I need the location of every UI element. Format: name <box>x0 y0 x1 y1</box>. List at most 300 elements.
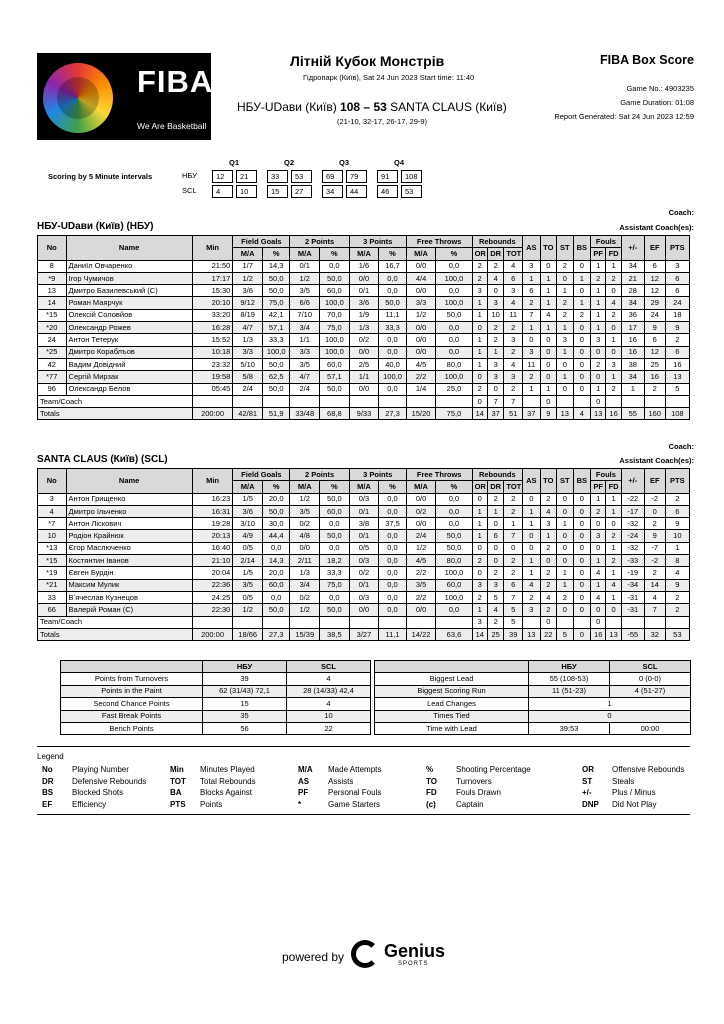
cell: 34 <box>621 260 644 272</box>
cell <box>606 395 621 407</box>
interval-cell: 53 <box>401 185 422 198</box>
cell: 0,0 <box>320 518 350 530</box>
col-subheader-or: OR <box>472 248 487 260</box>
cell: 0/5 <box>233 542 263 554</box>
summary-cell: 35 <box>203 710 287 722</box>
legend-desc: Shooting Percentage <box>456 765 531 774</box>
cell: 1 <box>540 285 556 297</box>
interval-cell: 33 <box>267 170 288 183</box>
col-subheader-pct: % <box>379 248 406 260</box>
cell: 38,5 <box>320 628 350 640</box>
cell: 0,0 <box>436 518 472 530</box>
cell: 0 <box>573 346 591 358</box>
cell: 3 <box>523 260 541 272</box>
col-header-no: No <box>38 236 67 261</box>
interval-cell: 53 <box>291 170 312 183</box>
cell: 200:00 <box>192 628 233 640</box>
cell: 14 <box>644 579 665 591</box>
cell: 0 <box>557 358 573 370</box>
cell: 20,0 <box>262 493 289 505</box>
summary-cell: 62 (31/43) 72,1 <box>203 685 287 697</box>
cell: 3/6 <box>349 297 379 309</box>
cell: 50,0 <box>262 383 289 395</box>
cell: 75,0 <box>320 322 350 334</box>
cell: 12 <box>644 285 665 297</box>
team2-coach-label: Coach: <box>668 442 694 451</box>
cell: 2 <box>665 591 689 603</box>
cell: 1 <box>523 505 541 517</box>
summary-row <box>375 698 691 710</box>
col-subheader-tot: TOT <box>504 481 523 493</box>
interval-cell: 69 <box>322 170 343 183</box>
player-row <box>38 358 690 370</box>
cell: 1 <box>487 505 503 517</box>
cell: 6 <box>504 579 523 591</box>
cell: 12 <box>644 346 665 358</box>
cell: 0/5 <box>349 542 379 554</box>
cell: 62,5 <box>262 371 289 383</box>
cell: 1 <box>591 260 606 272</box>
interval-q4: Q4 <box>394 158 405 167</box>
cell: 2 <box>487 334 503 346</box>
cell: 2/4 <box>406 530 436 542</box>
cell: 1 <box>504 518 523 530</box>
cell <box>573 395 591 407</box>
cell: 4/5 <box>406 358 436 370</box>
cell: 3 <box>591 334 606 346</box>
cell: Олексій Соловйов <box>66 309 192 321</box>
cell: 1 <box>591 383 606 395</box>
legend-desc: Blocks Against <box>200 788 253 797</box>
legend-item <box>42 777 146 786</box>
legend-item <box>42 800 106 809</box>
cell <box>406 616 436 628</box>
cell: 3 <box>557 334 573 346</box>
away-team-name: SANTA CLAUS (Київ) <box>390 100 507 114</box>
cell: 108 <box>665 408 689 420</box>
legend-desc: Offensive Rebounds <box>612 765 685 774</box>
cell: 2/2 <box>406 371 436 383</box>
logo-tagline: We Are Basketball <box>137 121 207 131</box>
cell: 1/5 <box>233 567 263 579</box>
summary-row <box>61 710 371 722</box>
cell: 2 <box>487 493 503 505</box>
team1-coach-label: Coach: <box>668 208 694 217</box>
cell: 0,0 <box>379 604 406 616</box>
cell: 0 <box>591 346 606 358</box>
col-subheader-pct: % <box>320 248 350 260</box>
cell: 0 <box>606 518 621 530</box>
cell: Антон Тетерук <box>66 334 192 346</box>
cell: 6 <box>665 285 689 297</box>
cell: 0 <box>523 542 541 554</box>
legend-desc: Made Attempts <box>328 765 382 774</box>
cell: 0,0 <box>320 260 350 272</box>
legend-desc: Personal Fouls <box>328 788 382 797</box>
cell: 4 <box>38 505 67 517</box>
cell: 0/1 <box>349 530 379 542</box>
cell: 16,7 <box>379 260 406 272</box>
summary-row <box>375 722 691 734</box>
game-number: Game No.: 4903235 <box>626 84 694 93</box>
cell <box>665 616 689 628</box>
interval-cell: 108 <box>401 170 422 183</box>
powered-by-text: powered by <box>282 950 345 964</box>
cell: 50,0 <box>320 272 350 284</box>
legend-abbr: No <box>42 765 53 774</box>
cell: Євген Бурдін <box>66 567 192 579</box>
summary-cell: Time with Lead <box>375 722 529 734</box>
doc-title: FIBA Box Score <box>599 53 694 67</box>
legend-desc: Captain <box>456 799 484 809</box>
player-row <box>38 555 690 567</box>
col-header-pm: +/- <box>621 469 644 494</box>
cell: 160 <box>644 408 665 420</box>
legend-item <box>42 788 123 797</box>
interval-q1: Q1 <box>229 158 240 167</box>
cell: -19 <box>621 567 644 579</box>
summary-header-cell <box>375 661 529 673</box>
cell: 57,1 <box>320 371 350 383</box>
cell: 60,0 <box>320 358 350 370</box>
cell: 2 <box>487 616 503 628</box>
cell: 75,0 <box>262 297 289 309</box>
player-row <box>38 493 690 505</box>
cell: 0/0 <box>406 346 436 358</box>
col-header-as: AS <box>523 236 541 261</box>
cell <box>573 616 591 628</box>
cell <box>262 395 289 407</box>
legend-item <box>170 788 252 797</box>
cell: 1 <box>540 322 556 334</box>
cell: 9 <box>665 322 689 334</box>
cell: 3/4 <box>290 579 320 591</box>
cell: 20:10 <box>192 297 233 309</box>
legend-abbr: BA <box>170 788 182 797</box>
cell: -32 <box>621 542 644 554</box>
cell: 0,0 <box>320 591 350 603</box>
cell: 7 <box>487 395 503 407</box>
cell: 2 <box>540 542 556 554</box>
cell: 3/4 <box>290 322 320 334</box>
summary-header-cell: SCL <box>287 661 371 673</box>
summary-cell: 15 <box>203 698 287 710</box>
cell: -2 <box>644 493 665 505</box>
col-subheader-ma: M/A <box>233 248 263 260</box>
legend-desc: Assists <box>328 776 354 786</box>
cell: 2 <box>504 322 523 334</box>
cell: -32 <box>621 518 644 530</box>
summary-cell: Bench Points <box>61 722 203 734</box>
interval-q3: Q3 <box>339 158 350 167</box>
interval-cell: 15 <box>267 185 288 198</box>
cell: 0,0 <box>379 383 406 395</box>
match-score-line <box>237 100 507 114</box>
col-header-to: TO <box>540 236 556 261</box>
cell: 3/3 <box>290 346 320 358</box>
summary-row <box>61 673 371 685</box>
player-row <box>38 604 690 616</box>
cell: -17 <box>621 505 644 517</box>
cell: 2 <box>591 358 606 370</box>
player-row <box>38 309 690 321</box>
cell <box>436 395 472 407</box>
cell: 3 <box>472 285 487 297</box>
cell: 2 <box>504 567 523 579</box>
cell: 1 <box>472 358 487 370</box>
col-header-to: TO <box>540 469 556 494</box>
summary-cell: 4 <box>287 698 371 710</box>
cell: -2 <box>644 555 665 567</box>
cell: Олександр Рожев <box>66 322 192 334</box>
cell: 3 <box>472 616 487 628</box>
cell: 8 <box>38 260 67 272</box>
logo-text: FIBA <box>137 64 214 99</box>
cell: 0,0 <box>379 285 406 297</box>
cell: 2 <box>606 272 621 284</box>
cell: 2 <box>472 591 487 603</box>
cell: Олександр Белов <box>66 383 192 395</box>
col-header-ef: EF <box>644 236 665 261</box>
cell: 3/5 <box>290 505 320 517</box>
cell: *9 <box>38 272 67 284</box>
cell: -7 <box>644 542 665 554</box>
cell: 16 <box>591 628 606 640</box>
summary-row <box>375 710 691 722</box>
cell: 0 <box>591 616 606 628</box>
cell: 0,0 <box>379 579 406 591</box>
cell: 2 <box>644 518 665 530</box>
summary-header-row <box>375 661 691 673</box>
cell: 0 <box>591 395 606 407</box>
venue-line: Гідропарк (Київ), Sat 24 Jun 2023 Start time: 11:40 <box>303 73 475 82</box>
interval-cell: 27 <box>291 185 312 198</box>
cell: *7 <box>38 518 67 530</box>
cell: 0/3 <box>349 493 379 505</box>
cell: 0/3 <box>349 555 379 567</box>
cell: 6 <box>665 272 689 284</box>
cell: 24 <box>665 297 689 309</box>
genius-logo-icon <box>351 940 379 968</box>
cell: 1 <box>606 567 621 579</box>
cell <box>192 395 233 407</box>
col-subheader-pct: % <box>379 481 406 493</box>
cell <box>665 395 689 407</box>
cell: 1/2 <box>233 604 263 616</box>
cell: 6 <box>504 272 523 284</box>
cell: 1 <box>487 346 503 358</box>
cell: 29 <box>644 297 665 309</box>
col-subheader-ma: M/A <box>290 481 320 493</box>
legend-abbr: DNP <box>582 799 599 809</box>
cell: 50,0 <box>262 285 289 297</box>
cell: 0,0 <box>379 591 406 603</box>
cell: 2 <box>557 297 573 309</box>
summary-cell: Points in the Paint <box>61 685 203 697</box>
cell: 33,3 <box>320 567 350 579</box>
summary-cell: Second Chance Points <box>61 698 203 710</box>
cell: 1/4 <box>406 383 436 395</box>
cell <box>621 395 644 407</box>
cell: 0 <box>472 493 487 505</box>
cell: 75,0 <box>320 579 350 591</box>
cell: 1 <box>523 322 541 334</box>
cell <box>192 616 233 628</box>
cell: 1 <box>540 530 556 542</box>
cell: 1/2 <box>290 604 320 616</box>
cell: 13 <box>557 408 573 420</box>
player-row <box>38 591 690 603</box>
cell: 3 <box>487 579 503 591</box>
cell: Роман Маярчук <box>66 297 192 309</box>
cell: 4 <box>540 591 556 603</box>
cell: 5 <box>665 383 689 395</box>
cell: 60,0 <box>262 579 289 591</box>
legend-bottom-divider <box>37 814 690 815</box>
cell <box>320 395 350 407</box>
legend-item <box>426 788 501 797</box>
cell: 75,0 <box>436 408 472 420</box>
cell: 6 <box>644 260 665 272</box>
cell: 0 <box>573 518 591 530</box>
cell: 0 <box>573 567 591 579</box>
col-subheader-pct: % <box>262 481 289 493</box>
interval-cell: 10 <box>236 185 257 198</box>
cell: 3/10 <box>233 518 263 530</box>
cell: 1 <box>573 297 591 309</box>
summary-header-cell: SCL <box>610 661 691 673</box>
cell: 24:25 <box>192 591 233 603</box>
summary-cell: Biggest Lead <box>375 673 529 685</box>
cell: 50,0 <box>262 272 289 284</box>
cell: 4/7 <box>290 371 320 383</box>
cell: 63,6 <box>436 628 472 640</box>
cell: 0 <box>606 322 621 334</box>
col-subheader-ma: M/A <box>349 481 379 493</box>
cell: *21 <box>38 579 67 591</box>
cell: 21:10 <box>192 555 233 567</box>
legend-item <box>170 765 255 774</box>
cell: 33,3 <box>262 334 289 346</box>
cell: 0 <box>573 260 591 272</box>
cell: 50,0 <box>262 358 289 370</box>
col-header-ef: EF <box>644 469 665 494</box>
cell: Даниїл Овчаренко <box>66 260 192 272</box>
cell: 3/5 <box>290 358 320 370</box>
cell: 2/11 <box>290 555 320 567</box>
col-subheader-dr: DR <box>487 248 503 260</box>
summary-cell: 4 <box>287 673 371 685</box>
summary-cell: 39:53 <box>529 722 610 734</box>
cell: 15:30 <box>192 285 233 297</box>
cell: Антон Грищенко <box>66 493 192 505</box>
cell: 42,1 <box>262 309 289 321</box>
cell <box>406 395 436 407</box>
cell: 20:13 <box>192 530 233 542</box>
cell: 4 <box>606 297 621 309</box>
genius-brand-sub: SPORTS <box>398 961 429 967</box>
cell: 32 <box>644 628 665 640</box>
cell: 3/5 <box>406 579 436 591</box>
cell: 42/81 <box>233 408 263 420</box>
player-row <box>38 371 690 383</box>
cell: 16 <box>621 334 644 346</box>
cell: 2 <box>606 530 621 542</box>
cell: 0,0 <box>320 542 350 554</box>
cell: *25 <box>38 346 67 358</box>
cell: 1 <box>472 518 487 530</box>
cell: 0/2 <box>349 334 379 346</box>
legend-title: Legend <box>37 752 64 761</box>
cell: 0 <box>573 555 591 567</box>
cell: 3 <box>665 260 689 272</box>
cell: 0,0 <box>262 591 289 603</box>
cell <box>523 395 541 407</box>
cell: 0 <box>573 493 591 505</box>
cell: 0 <box>591 371 606 383</box>
legend-item <box>298 800 380 809</box>
cell <box>379 395 406 407</box>
cell: 0 <box>540 346 556 358</box>
cell: 2/14 <box>233 555 263 567</box>
cell: 0 <box>573 505 591 517</box>
cell: 1 <box>523 383 541 395</box>
cell: 13 <box>38 285 67 297</box>
cell: Костянтин Іванов <box>66 555 192 567</box>
cell: 25 <box>487 628 503 640</box>
col-subheader-pct: % <box>436 248 472 260</box>
cell: 100,0 <box>436 272 472 284</box>
cell: 1 <box>523 518 541 530</box>
interval-cell: 46 <box>377 185 398 198</box>
cell: 2 <box>487 260 503 272</box>
col-header-st: ST <box>557 469 573 494</box>
col-subheader-ma: M/A <box>406 248 436 260</box>
cell: 11,1 <box>379 628 406 640</box>
cell: 1 <box>540 383 556 395</box>
cell: 0 <box>472 322 487 334</box>
cell <box>290 616 320 628</box>
summary-cell: 11 (51-23) <box>529 685 610 697</box>
home-team-name: НБУ-UDави (Київ) <box>237 100 337 114</box>
cell: 1 <box>621 383 644 395</box>
cell: 1 <box>472 309 487 321</box>
cell: 0/0 <box>406 334 436 346</box>
cell: 13 <box>523 628 541 640</box>
col-subheader-fd: FD <box>606 481 621 493</box>
cell: 37,5 <box>379 518 406 530</box>
cell: 1 <box>591 297 606 309</box>
legend-abbr: AS <box>298 776 310 786</box>
cell: 1 <box>557 567 573 579</box>
cell: 0,0 <box>436 285 472 297</box>
legend-item <box>42 765 129 774</box>
cell: 0/0 <box>406 493 436 505</box>
cell: Team/Coach <box>38 616 193 628</box>
cell: 2 <box>523 371 541 383</box>
cell: 0 <box>573 322 591 334</box>
cell: 4 <box>573 408 591 420</box>
cell: 16 <box>606 408 621 420</box>
cell: 28 <box>621 285 644 297</box>
cell: 0,0 <box>436 493 472 505</box>
cell: 9 <box>540 408 556 420</box>
summary-left-table <box>60 660 371 735</box>
col-header-p3: 3 Points <box>349 469 406 481</box>
player-row <box>38 383 690 395</box>
team-coach-row <box>38 616 690 628</box>
cell: 1/1 <box>349 371 379 383</box>
